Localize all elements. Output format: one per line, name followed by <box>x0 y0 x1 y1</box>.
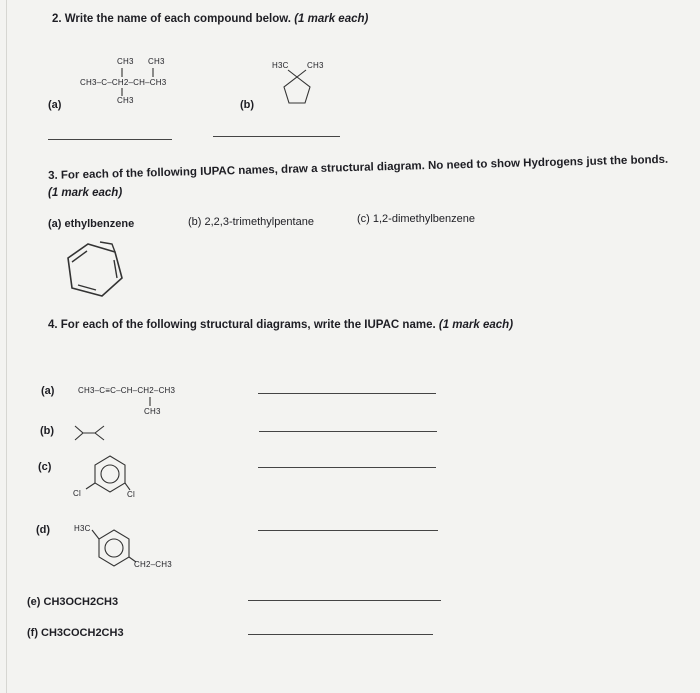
answer-line-4d[interactable] <box>258 530 438 531</box>
q4c-chloro-right: Cl <box>127 490 135 499</box>
q3a-handdrawn-answer <box>60 238 150 308</box>
answer-line-2b[interactable] <box>213 136 340 137</box>
question-4d-label: (d) <box>36 524 51 536</box>
q2b-group-left: H3C <box>272 61 289 70</box>
q2a-bottom-group: CH3 <box>117 96 134 105</box>
question-4-marks: (1 mark each) <box>438 319 514 331</box>
question-4c-label: (c) <box>38 461 52 473</box>
answer-line-4e[interactable] <box>248 600 441 601</box>
q2b-group-right: CH3 <box>307 61 324 70</box>
question-4a-label: (a) <box>41 385 55 397</box>
answer-line-4f[interactable] <box>248 634 433 635</box>
question-2-title: 2. Write the name of each compound below. <box>52 13 291 25</box>
question-3c-label: (c) 1,2-dimethylbenzene <box>357 213 476 225</box>
question-3a-label: (a) ethylbenzene <box>48 218 135 230</box>
q4a-branch: CH3 <box>144 407 161 416</box>
q4c-chloro-left: Cl <box>73 489 81 498</box>
question-2b-label: (b) <box>240 99 255 111</box>
question-4-title: 4. For each of the following structural diagrams, write the IUPAC name. <box>48 319 436 331</box>
question-2a-label: (a) <box>48 99 62 111</box>
answer-line-4a[interactable] <box>258 393 436 394</box>
q4b-skeletal-structure <box>73 424 113 444</box>
question-2-heading <box>52 13 368 25</box>
q2a-top-group-1: CH3 <box>117 57 134 66</box>
q4d-benzene-ring <box>90 524 150 584</box>
question-3-marks <box>48 187 122 199</box>
q4d-ethyl-group: CH2–CH3 <box>134 560 172 569</box>
question-4e-label: (e) CH3OCH2CH3 <box>27 596 119 608</box>
answer-line-4c[interactable] <box>258 467 436 468</box>
answer-line-4b[interactable] <box>259 431 437 432</box>
question-4b-label: (b) <box>40 425 55 437</box>
answer-line-2a[interactable] <box>48 139 172 140</box>
question-4-heading <box>48 319 513 331</box>
question-3-marks-text: (1 mark each) <box>48 187 123 199</box>
q4d-methyl-group: H3C <box>74 524 91 533</box>
q2a-vertical-bonds <box>110 66 170 106</box>
q2a-main-chain: CH3–C–CH2–CH–CH3 <box>80 78 167 87</box>
page-margin-line <box>6 0 7 693</box>
question-2-marks: (1 mark each) <box>294 13 369 25</box>
q2a-top-group-2: CH3 <box>148 57 165 66</box>
question-3-title: 3. For each of the following IUPAC names, draw a structural diagram. No need to show Hydrogens just the bonds. <box>48 153 669 182</box>
question-4f-label: (f) CH3COCH2CH3 <box>27 627 124 639</box>
question-3b-label: (b) 2,2,3-trimethylpentane <box>188 216 314 228</box>
q4a-formula: CH3–C≡C–CH–CH2–CH3 <box>78 386 176 395</box>
q2b-cyclopentane-ring <box>278 68 328 118</box>
